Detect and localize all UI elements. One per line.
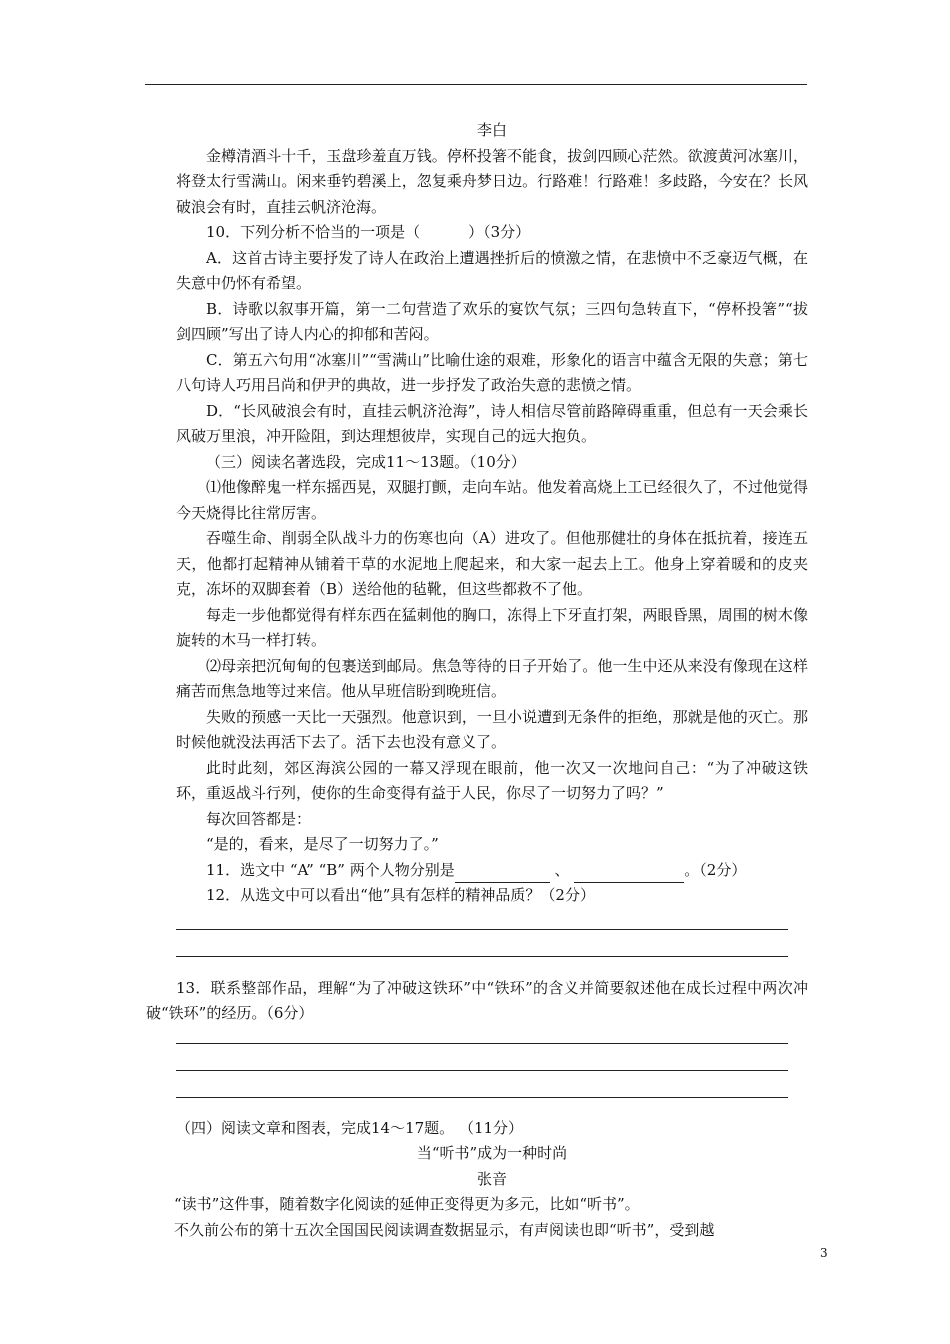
question-10-option-a: A．这首古诗主要抒发了诗人在政治上遭遇挫折后的愤激之情，在悲愤中不乏豪迈气概，在失意中仍怀有希望。 <box>176 248 808 292</box>
question-10-option-d: D．“长风破浪会有时，直挂云帆济沧海”，诗人相信尽管前路障碍重重，但总有一天会乘长风破万里浪，冲开险阻，到达理想彼岸，实现自己的远大抱负。 <box>176 401 808 445</box>
excerpt-paragraph: 吞噬生命、削弱全队战斗力的伤寒也向（A）进攻了。但他那健壮的身体在抵抗着，接连五天，他都打起精神从铺着干草的水泥地上爬起来，和大家一起去上工。他身上穿着暖和的皮夹克，冻坏的双脚套着（B）送给他的毡靴，但这些都救不了他。 <box>176 529 808 598</box>
answer-blank-b[interactable] <box>574 866 684 883</box>
excerpt-paragraph: 每走一步他都觉得有样东西在猛刺他的胸口，冻得上下牙直打架，两眼昏黑，周围的树木像旋转的木马一样打转。 <box>176 605 808 649</box>
page-number: 3 <box>820 1246 828 1260</box>
article-paragraph: 不久前公布的第十五次全国国民阅读调查数据显示，有声阅读也即“听书”，受到越 <box>174 1220 715 1239</box>
header-rule <box>145 84 807 85</box>
question-11: 11．选文中 “A” “B” 两个人物分别是 、 。（2分） <box>176 858 808 884</box>
article-title: 当“听书”成为一种时尚 <box>416 1144 568 1162</box>
excerpt-paragraph: ⑴他像醉鬼一样东摇西晃，双腿打颤，走向车站。他发着高烧上工已经很久了，不过他觉得今天烧得比往常厉害。 <box>176 478 808 522</box>
question-10-option-b: B．诗歌以叙事开篇，第一二句营造了欢乐的宴饮气氛；三四句急转直下，“停杯投箸”“拔剑四顾”写出了诗人内心的抑郁和苦闷。 <box>176 299 808 343</box>
article-author: 张音 <box>476 1169 507 1188</box>
article-paragraph: “读书”这件事，随着数字化阅读的延伸正变得更为多元，比如“听书”。 <box>174 1195 640 1213</box>
question-12: 12．从选文中可以看出“他”具有怎样的精神品质？（2分） <box>206 886 595 904</box>
excerpt-paragraph: ⑵母亲把沉甸甸的包裹送到邮局。焦急等待的日子开始了。他一生中还从来没有像现在这样痛苦而焦急地等过来信。他从早班信盼到晚班信。 <box>176 656 808 700</box>
question-10-option-c: C．第五六句用“冰塞川”“雪满山”比喻仕途的艰难，形象化的语言中蕴含无限的失意；第七八句诗人巧用吕尚和伊尹的典故，进一步抒发了政治失意的悲愤之情。 <box>176 350 808 394</box>
poem-author: 李白 <box>476 121 507 139</box>
page-content <box>146 118 808 1243</box>
section-3-heading: （三）阅读名著选段，完成11～13题。（10分） <box>206 452 526 471</box>
excerpt-paragraph: 失败的预感一天比一天强烈。他意识到，一旦小说遭到无条件的拒绝，那就是他的灭亡。那时候他就没法再活下去了。活下去也没有意义了。 <box>176 707 808 751</box>
excerpt-paragraph: 此时此刻，郊区海滨公园的一幕又浮现在眼前，他一次又一次地问自己：“为了冲破这铁环，重返战斗行列，使你的生命变得有益于人民，你尽了一切努力了吗？” <box>176 758 808 802</box>
answer-blank-a[interactable] <box>455 866 550 883</box>
excerpt-paragraph: 每次回答都是： <box>206 809 312 828</box>
poem-text: 金樽清酒斗十千，玉盘珍羞直万钱。停杯投箸不能食，拔剑四顾心茫然。欲渡黄河冰塞川，将登太行雪满山。闲来垂钓碧溪上，忽复乘舟梦日边。行路难！行路难！多歧路，今安在？长风破浪会有时，直挂云帆济沧海。 <box>176 146 808 216</box>
section-4-heading: （四）阅读文章和图表，完成14～17题。 （11分） <box>176 1118 524 1137</box>
excerpt-paragraph: “是的，看来，是尽了一切努力了。” <box>206 835 439 853</box>
question-13: 13．联系整部作品，理解“为了冲破这铁环”中“铁环”的含义并简要叙述他在成长过程中两次冲破“铁环”的经历。（6分） <box>146 978 808 1022</box>
question-10-stem: 10．下列分析不恰当的一项是（ ）（3分） <box>206 223 531 241</box>
